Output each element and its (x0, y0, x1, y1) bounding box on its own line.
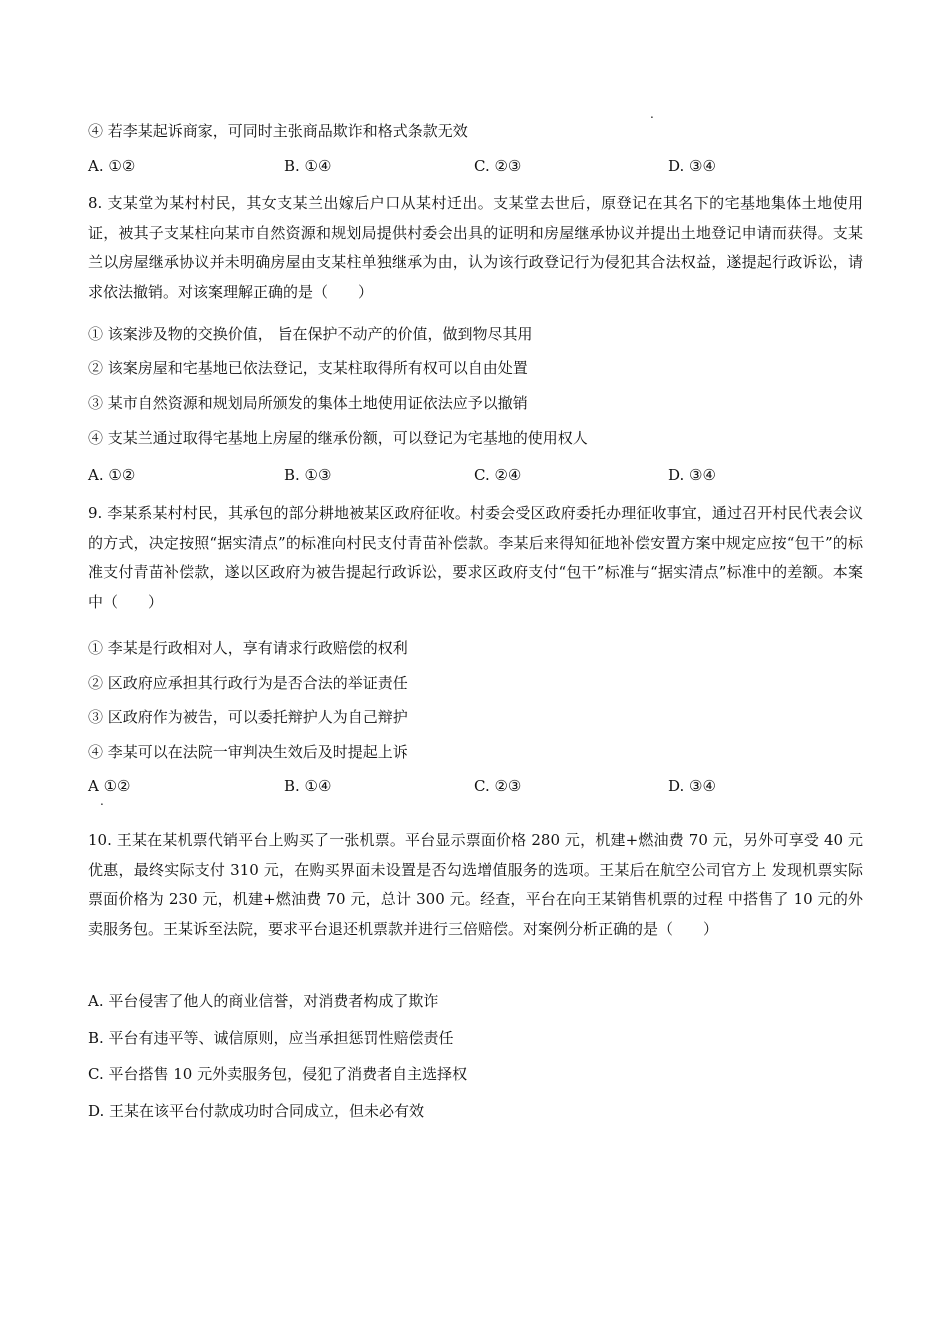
q8-option-b[interactable]: B. ①③ (284, 466, 332, 484)
q9-option-d[interactable]: D. ③④ (668, 777, 716, 795)
q8-statement-3: ③ 某市自然资源和规划局所颁发的集体土地使用证依法应予以撤销 (88, 394, 528, 412)
q8-options (88, 465, 863, 485)
q8-option-c[interactable]: C. ②④ (474, 466, 522, 484)
q9-statement-2: ② 区政府应承担其行政行为是否合法的举证责任 (88, 674, 408, 692)
q7-option-b[interactable]: B. ①④ (284, 157, 332, 175)
q9-stray-dot: . (100, 794, 104, 808)
q9-statement-4: ④ 李某可以在法院一审判决生效后及时提起上诉 (88, 743, 408, 761)
q8-option-d[interactable]: D. ③④ (668, 466, 716, 484)
q9-statement-3: ③ 区政府作为被告，可以委托辩护人为自己辩护 (88, 708, 408, 726)
top-dot: . (650, 107, 654, 121)
q10-choice-d[interactable]: D. 王某在该平台付款成功时合同成立，但未必有效 (88, 1102, 425, 1120)
q8-stem: 8. 支某堂为某村村民，其女支某兰出嫁后户口从某村迁出。支某堂去世后，原登记在其名下的宅基地集体土地使用证，被其子支某柱向某市自然资源和规划局提供村委会出具的证明和房屋继承协议并提出土地登记申请而获得。支某兰以房屋继承协议并未明确房屋由支某柱单独继承为由，认为该行政登记行为侵犯其合法权益，遂提起行政诉讼，请求依法撤销。对该案理解正确的是（ ） (88, 194, 863, 301)
q9-statement-1: ① 李某是行政相对人，享有请求行政赔偿的权利 (88, 639, 408, 657)
q9-option-a[interactable]: A ①② (88, 777, 131, 795)
q8-statement-2: ② 该案房屋和宅基地已依法登记，支某柱取得所有权可以自由处置 (88, 359, 528, 377)
q10-choice-c[interactable]: C. 平台搭售 10 元外卖服务包，侵犯了消费者自主选择权 (88, 1065, 468, 1083)
q9-stem: 9. 李某系某村村民，其承包的部分耕地被某区政府征收。村委会受区政府委托办理征收事宜，通过召开村民代表会议的方式，决定按照“据实清点”的标准向村民支付青苗补偿款。李某后来得知征地补偿安置方案中规定应按“包干”的标准支付青苗补偿款，遂以区政府为被告提起行政诉讼，要求区政府支付“包干”标准与“据实清点”标准中的差额。本案中（ ） (88, 504, 863, 611)
q10-choice-a[interactable]: A. 平台侵害了他人的商业信誉，对消费者构成了欺诈 (88, 992, 439, 1010)
q10-choice-b[interactable]: B. 平台有违平等、诚信原则，应当承担惩罚性赔偿责任 (88, 1029, 454, 1047)
q7-option-d[interactable]: D. ③④ (668, 157, 716, 175)
q7-statement-4: ④ 若李某起诉商家，可同时主张商品欺诈和格式条款无效 (88, 122, 468, 140)
q8-option-a[interactable]: A. ①② (88, 466, 136, 484)
q7-options (88, 156, 863, 176)
q8-statement-1: ① 该案涉及物的交换价值， 旨在保护不动产的价值，做到物尽其用 (88, 325, 533, 343)
q8-statement-4: ④ 支某兰通过取得宅基地上房屋的继承份额，可以登记为宅基地的使用权人 (88, 429, 588, 447)
q9-option-b[interactable]: B. ①④ (284, 777, 332, 795)
q7-option-c[interactable]: C. ②③ (474, 157, 522, 175)
q9-options (88, 776, 863, 796)
q7-option-a[interactable]: A. ①② (88, 157, 136, 175)
q9-option-c[interactable]: C. ②③ (474, 777, 522, 795)
q10-stem: 10. 王某在某机票代销平台上购买了一张机票。平台显示票面价格 280 元，机建+燃油费 70 元，另外可享受 40 元优惠，最终实际支付 310 元，在购买界面未设置是否勾选增值服务的选项。王某后在航空公司官方上 发现机票实际票面价格为 230 元，机建+燃油费 70 元，总计 300 元。经查，平台在向王某销售机票的过程 中搭售了 10 元的外卖服务包。王某诉至法院，要求平台退还机票款并进行三倍赔偿。对案例分析正确的是（ ） (88, 831, 863, 938)
